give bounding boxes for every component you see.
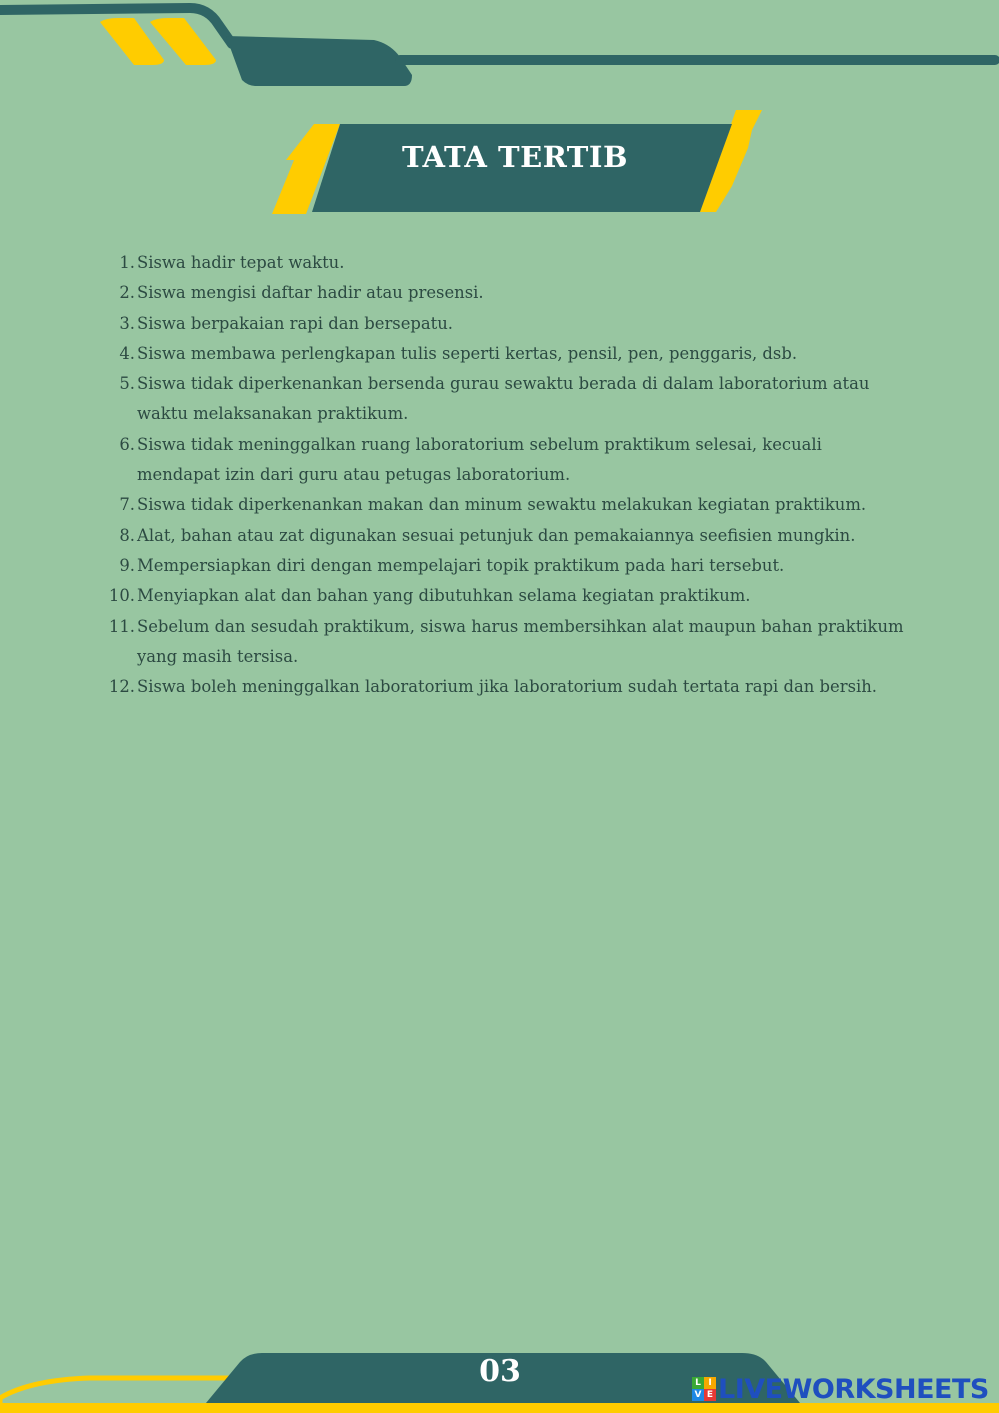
logo-letter: E — [704, 1389, 716, 1401]
list-item-text: Sebelum dan sesudah praktikum, siswa harus membersihkan alat maupun bahan praktikum yang masih tersisa. — [137, 616, 904, 666]
logo-letter: L — [692, 1377, 704, 1389]
list-item-text: Alat, bahan atau zat digunakan sesuai petunjuk dan pemakaiannya seefisien mungkin. — [137, 525, 856, 545]
list-item-number: 4. — [119, 343, 135, 363]
list-item-text: Mempersiapkan diri dengan mempelajari topik praktikum pada hari tersebut. — [137, 555, 785, 575]
page-number: 03 — [479, 1354, 521, 1389]
list-item-number: 8. — [119, 525, 135, 545]
list-item — [108, 521, 908, 551]
list-item-text: Siswa tidak meninggalkan ruang laboratorium sebelum praktikum selesai, kecuali mendapat izin dari guru atau petugas laboratorium. — [137, 434, 822, 485]
list-item-text: Menyiapkan alat dan bahan yang dibutuhkan selama kegiatan praktikum. — [137, 586, 751, 606]
list-item-number: 10. — [108, 586, 135, 606]
page-title: TATA TERTIB — [402, 140, 628, 174]
liveworksheets-logo[interactable] — [692, 1374, 989, 1404]
list-item-number: 1. — [119, 253, 135, 272]
list-item-number: 12. — [108, 677, 135, 697]
list-item — [108, 248, 908, 278]
list-item — [108, 369, 908, 430]
list-item — [108, 278, 908, 308]
list-item-text: Siswa boleh meninggalkan laboratorium jika laboratorium sudah tertata rapi dan bersih. — [137, 677, 877, 697]
list-item-number: 7. — [119, 495, 135, 515]
list-item — [108, 612, 908, 673]
list-item — [108, 672, 908, 702]
list-item-text: Siswa membawa perlengkapan tulis seperti kertas, pensil, pen, penggaris, dsb. — [137, 343, 798, 363]
logo-icon — [692, 1377, 716, 1401]
list-item — [108, 581, 908, 611]
list-item — [108, 430, 908, 491]
list-item-number: 5. — [119, 374, 135, 394]
list-item-text: Siswa hadir tepat waktu. — [137, 253, 345, 272]
logo-wordmark: LIVEWORKSHEETS — [718, 1373, 989, 1405]
list-item-text: Siswa tidak diperkenankan makan dan minum sewaktu melakukan kegiatan praktikum. — [137, 495, 867, 515]
rules-list — [108, 248, 908, 702]
list-item-text: Siswa mengisi daftar hadir atau presensi. — [137, 283, 484, 303]
list-item-number: 2. — [119, 283, 135, 303]
list-item — [108, 551, 908, 581]
list-item-number: 6. — [119, 434, 135, 454]
logo-letter: I — [704, 1377, 716, 1389]
list-item-number: 9. — [119, 555, 135, 575]
list-item-text: Siswa tidak diperkenankan bersenda gurau sewaktu berada di dalam laboratorium atau waktu melaksanakan praktikum. — [137, 374, 870, 424]
list-item — [108, 339, 908, 369]
list-item — [108, 309, 908, 339]
list-item-number: 3. — [119, 313, 135, 333]
list-item — [108, 490, 908, 520]
logo-letter: V — [692, 1389, 704, 1401]
list-item-number: 11. — [108, 616, 135, 636]
list-item-text: Siswa berpakaian rapi dan bersepatu. — [137, 313, 454, 333]
top-bar-shape — [226, 36, 412, 86]
bottom-yellow-base — [0, 1403, 999, 1413]
